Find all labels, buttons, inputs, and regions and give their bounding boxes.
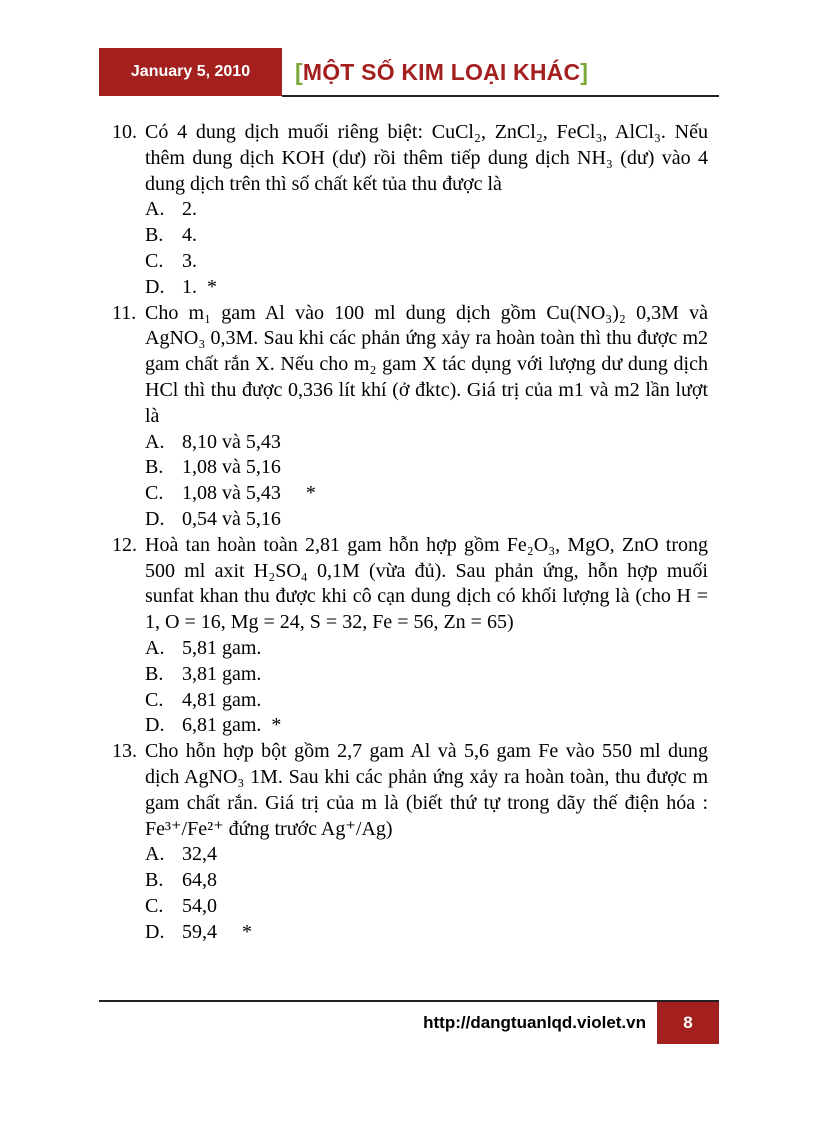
option-text: 0,54 và 5,16 — [182, 507, 281, 530]
option-text: 6,81 gam. * — [182, 714, 282, 737]
option-b — [145, 662, 708, 688]
page-header — [99, 48, 719, 98]
option-label: A. — [145, 636, 165, 659]
option-text: 1,08 và 5,16 — [182, 456, 281, 479]
option-text: 1. * — [182, 275, 217, 298]
header-title: MỘT SỐ KIM LOẠI KHÁC — [302, 59, 581, 85]
option-text: 3. — [182, 249, 197, 272]
option-text: 54,0 — [182, 894, 217, 917]
option-b — [145, 868, 708, 894]
footer-rule — [99, 1000, 719, 1002]
option-label: A. — [145, 198, 165, 221]
option-text: 32,4 — [182, 843, 217, 866]
option-c — [145, 688, 708, 714]
option-label: D. — [145, 920, 165, 943]
question-number: 10. — [112, 121, 137, 143]
option-a — [145, 430, 708, 456]
question-number: 11. — [112, 301, 137, 324]
option-a — [145, 842, 708, 868]
page-number: 8 — [657, 1002, 719, 1044]
option-a — [145, 197, 708, 223]
option-label: D. — [145, 507, 165, 530]
question-stem: Cho hỗn hợp bột gồm 2,7 gam Al và 5,6 gam Fe vào 550 ml dung dịch AgNO₃ 1M. Sau khi các phản ứng xảy ra hoàn toàn, thu được m gam chất rắn. Giá trị của m là (biết thứ tự trong dãy thế điện hóa : Fe³⁺/Fe²⁺ đứng trước Ag⁺/Ag) — [145, 740, 708, 840]
header-date: January 5, 2010 — [99, 48, 282, 96]
question-number: 12. — [112, 533, 137, 556]
option-a — [145, 636, 708, 662]
option-label: C. — [145, 688, 164, 711]
option-d — [145, 713, 708, 739]
option-label: D. — [145, 714, 165, 737]
option-text: 64,8 — [182, 869, 217, 892]
question-11 — [112, 301, 708, 533]
bracket-close: ] — [580, 59, 589, 85]
header-rule — [282, 95, 719, 97]
option-text: 8,10 và 5,43 — [182, 430, 281, 453]
option-label: C. — [145, 482, 164, 505]
option-label: C. — [145, 249, 164, 272]
option-text: 5,81 gam. — [182, 636, 262, 659]
question-13 — [112, 739, 708, 945]
option-text: 4. — [182, 224, 197, 247]
question-stem: Hoà tan hoàn toàn 2,81 gam hỗn hợp gồm Fe₂O₃, MgO, ZnO trong 500 ml axit H₂SO₄ 0,1M (vừa đủ). Sau phản ứng, hỗn hợp muối sunfat khan thu được khi cô cạn dung dịch có khối lượng là (cho H = 1, O = 16, Mg = 24, S = 32, Fe = 56, Zn = 65) — [145, 533, 708, 634]
header-title-group — [295, 59, 588, 86]
option-label: B. — [145, 662, 164, 685]
question-stem: Cho m₁ gam Al vào 100 ml dung dịch gồm Cu(NO₃)₂ 0,3M và AgNO₃ 0,3M. Sau khi các phản ứng xảy ra hoàn toàn thì thu được m2 gam chất rắn X. Nếu cho m₂ gam X tác dụng với lượng dư dung dịch HCl thì thu được 0,336 lít khí (ở đktc). Giá trị của m1 và m2 lần lượt là — [145, 301, 708, 427]
bracket-open: [ — [295, 59, 303, 85]
option-d — [145, 275, 708, 301]
option-b — [145, 455, 708, 481]
option-text: 4,81 gam. — [182, 688, 262, 711]
option-text: 2. — [182, 198, 197, 221]
question-10 — [112, 120, 708, 301]
option-c — [145, 249, 708, 275]
option-label: A. — [145, 843, 165, 866]
option-text: 1,08 và 5,43 * — [182, 482, 316, 505]
option-text: 59,4 * — [182, 920, 252, 943]
option-label: A. — [145, 430, 165, 453]
option-text: 3,81 gam. — [182, 662, 262, 685]
option-b — [145, 223, 708, 249]
option-label: C. — [145, 894, 164, 917]
option-c — [145, 481, 708, 507]
option-label: D. — [145, 275, 165, 298]
question-list — [112, 120, 708, 946]
option-label: B. — [145, 456, 164, 479]
option-label: B. — [145, 869, 164, 892]
question-stem: Có 4 dung dịch muối riêng biệt: CuCl₂, ZnCl₂, FeCl₃, AlCl₃. Nếu thêm dung dịch KOH (dư) rồi thêm tiếp dung dịch NH₃ (dư) vào 4 dung dịch trên thì số chất kết tủa thu được là — [145, 121, 708, 195]
question-12 — [112, 533, 708, 739]
question-number: 13. — [112, 740, 137, 763]
footer-url[interactable]: http://dangtuanlqd.violet.vn — [423, 1013, 646, 1032]
option-d — [145, 507, 708, 533]
option-c — [145, 894, 708, 920]
option-d — [145, 920, 708, 946]
option-label: B. — [145, 224, 164, 247]
